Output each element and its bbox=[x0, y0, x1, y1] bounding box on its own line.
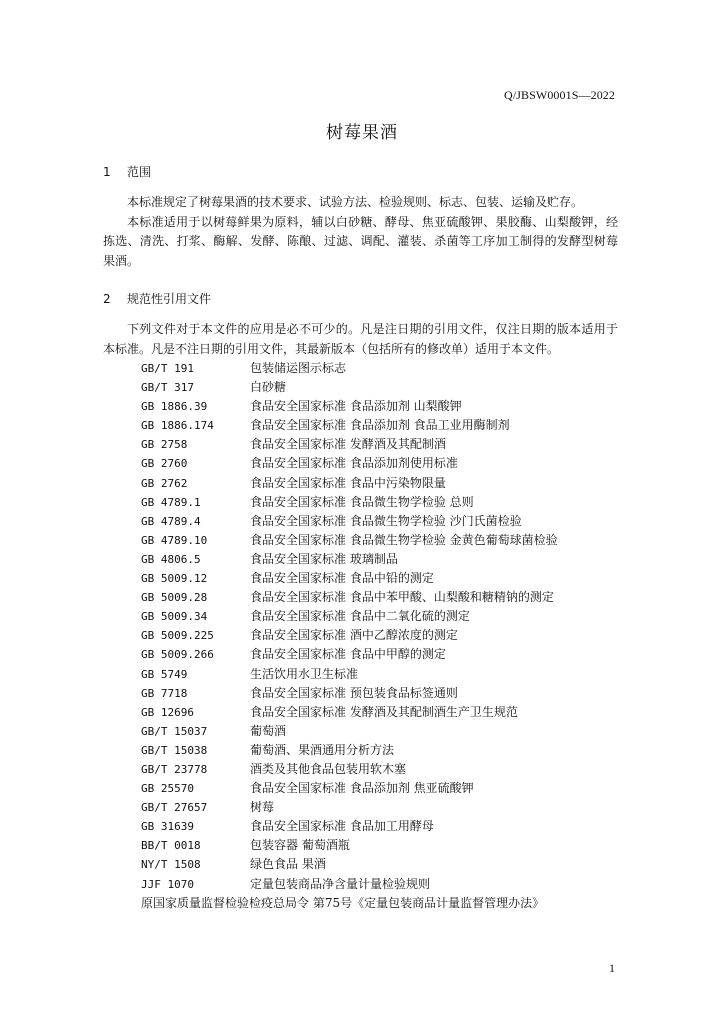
reference-title: 绿色食品 果酒 bbox=[250, 857, 326, 872]
reference-title: 食品安全国家标准 食品中二氧化硫的测定 bbox=[250, 609, 470, 624]
reference-code: GB/T 23778 bbox=[141, 762, 208, 776]
reference-item bbox=[141, 817, 558, 836]
reference-title: 食品安全国家标准 食品中苯甲酸、山梨酸和糖精钠的测定 bbox=[250, 590, 554, 605]
reference-item bbox=[141, 703, 558, 722]
reference-code: GB 4789.4 bbox=[141, 514, 201, 528]
reference-code: BB/T 0018 bbox=[141, 839, 201, 853]
reference-title: 食品安全国家标准 食品添加剂使用标准 bbox=[250, 456, 458, 471]
reference-title: 食品安全国家标准 食品微生物学检验 总则 bbox=[250, 494, 474, 509]
reference-title: 食品安全国家标准 食品添加剂 山梨酸钾 bbox=[250, 399, 462, 414]
reference-code: GB/T 317 bbox=[141, 381, 194, 395]
reference-note: 原国家质量监督检验检疫总局令 第75号《定量包装商品计量监督管理办法》 bbox=[141, 895, 545, 910]
reference-code: GB 1886.39 bbox=[141, 400, 208, 414]
section-heading-scope bbox=[103, 163, 151, 180]
reference-item bbox=[141, 645, 558, 664]
reference-item bbox=[141, 741, 558, 760]
reference-item bbox=[141, 512, 558, 531]
section-body-scope bbox=[103, 193, 618, 271]
reference-item bbox=[141, 626, 558, 645]
reference-item bbox=[141, 359, 558, 378]
reference-title: 酒类及其他食品包装用软木塞 bbox=[250, 761, 407, 776]
reference-title: 食品安全国家标准 食品加工用酵母 bbox=[250, 819, 434, 834]
document-title: 树莓果酒 bbox=[326, 123, 398, 143]
reference-title: 食品安全国家标准 食品微生物学检验 金黄色葡萄球菌检验 bbox=[250, 532, 558, 547]
reference-code: GB 25570 bbox=[141, 782, 194, 796]
reference-code: GB/T 15037 bbox=[141, 724, 208, 738]
reference-title: 食品安全国家标准 食品中污染物限量 bbox=[250, 475, 446, 490]
reference-item bbox=[141, 665, 558, 684]
reference-title: 食品安全国家标准 食品中甲醇的测定 bbox=[250, 647, 446, 662]
reference-code: GB 4789.1 bbox=[141, 495, 201, 509]
reference-item bbox=[141, 531, 558, 550]
reference-code: GB 5749 bbox=[141, 667, 188, 681]
reference-item bbox=[141, 875, 558, 894]
reference-item bbox=[141, 550, 558, 569]
section-title: 规范性引用文件 bbox=[127, 292, 212, 306]
section-number: 1 bbox=[103, 165, 111, 179]
reference-item bbox=[141, 454, 558, 473]
reference-item bbox=[141, 798, 558, 817]
reference-item bbox=[141, 569, 558, 588]
reference-item bbox=[141, 684, 558, 703]
reference-title: 食品安全国家标准 酒中乙醇浓度的测定 bbox=[250, 628, 458, 643]
paragraph: 下列文件对于本文件的应用是必不可少的。凡是注日期的引用文件，仅注日期的版本适用于本标准。凡是不注日期的引用文件，其最新版本（包括所有的修改单）适用于本文件。 bbox=[103, 322, 618, 356]
reference-title: 食品安全国家标准 食品添加剂 焦亚硫酸钾 bbox=[250, 781, 474, 796]
reference-code: GB/T 15038 bbox=[141, 743, 208, 757]
reference-item bbox=[141, 378, 558, 397]
paragraph: 本标准规定了树莓果酒的技术要求、试验方法、检验规则、标志、包装、运输及贮存。 bbox=[127, 195, 584, 209]
reference-code: GB/T 191 bbox=[141, 362, 194, 375]
reference-list bbox=[141, 359, 558, 913]
reference-title: 生活饮用水卫生标准 bbox=[250, 666, 359, 681]
reference-code: GB 12696 bbox=[141, 705, 194, 719]
reference-code: GB 2762 bbox=[141, 476, 188, 490]
section-heading-normative-references bbox=[103, 290, 211, 307]
reference-code: GB 5009.266 bbox=[141, 648, 214, 662]
reference-code: GB 31639 bbox=[141, 820, 194, 834]
reference-title: 树莓 bbox=[250, 800, 275, 815]
reference-item bbox=[141, 760, 558, 779]
reference-item bbox=[141, 779, 558, 798]
reference-title: 食品安全国家标准 食品中铅的测定 bbox=[250, 571, 434, 586]
reference-item bbox=[141, 474, 558, 493]
reference-title: 食品安全国家标准 玻璃制品 bbox=[250, 551, 398, 566]
reference-code: GB 1886.174 bbox=[141, 419, 214, 433]
reference-item bbox=[141, 493, 558, 512]
reference-code: GB 5009.28 bbox=[141, 591, 208, 605]
reference-code: GB 4789.10 bbox=[141, 533, 208, 547]
reference-code: JJF 1070 bbox=[141, 877, 194, 891]
reference-title: 食品安全国家标准 发酵酒及其配制酒生产卫生规范 bbox=[250, 704, 518, 719]
reference-title: 食品安全国家标准 食品添加剂 食品工业用酶制剂 bbox=[250, 418, 510, 433]
reference-item bbox=[141, 722, 558, 741]
reference-title: 定量包装商品净含量计量检验规则 bbox=[250, 876, 431, 891]
reference-code: GB 2760 bbox=[141, 457, 188, 471]
reference-code: GB 5009.12 bbox=[141, 572, 208, 586]
reference-title: 包装储运图示标志 bbox=[250, 361, 347, 375]
reference-code: GB/T 27657 bbox=[141, 801, 208, 815]
reference-title: 包装容器 葡萄酒瓶 bbox=[250, 838, 350, 853]
reference-code: GB 4806.5 bbox=[141, 552, 201, 566]
section-body-normative-references bbox=[103, 320, 618, 359]
reference-title: 葡萄酒、果酒通用分析方法 bbox=[250, 742, 395, 757]
page-number: 1 bbox=[609, 961, 615, 975]
reference-title: 食品安全国家标准 发酵酒及其配制酒 bbox=[250, 437, 446, 452]
reference-item bbox=[141, 855, 558, 874]
reference-code: GB 5009.225 bbox=[141, 629, 214, 643]
reference-title: 葡萄酒 bbox=[250, 723, 287, 738]
reference-item bbox=[141, 836, 558, 855]
reference-item bbox=[141, 588, 558, 607]
section-number: 2 bbox=[103, 292, 111, 306]
document-code: Q/JBSW0001S—2022 bbox=[504, 88, 615, 102]
reference-code: GB 7718 bbox=[141, 686, 188, 700]
reference-item bbox=[141, 435, 558, 454]
reference-item bbox=[141, 607, 558, 626]
section-title: 范围 bbox=[127, 165, 152, 179]
reference-code: NY/T 1508 bbox=[141, 858, 201, 872]
reference-code: GB 2758 bbox=[141, 438, 188, 452]
paragraph: 本标准适用于以树莓鲜果为原料，辅以白砂糖、酵母、焦亚硫酸钾、果胶酶、山梨酸钾，经拣选、清洗、打浆、酶解、发酵、陈酿、过滤、调配、灌装、杀菌等工序加工制得的发酵型树莓果酒。 bbox=[103, 214, 618, 268]
reference-title: 食品安全国家标准 食品微生物学检验 沙门氏菌检验 bbox=[250, 513, 522, 528]
reference-title: 食品安全国家标准 预包装食品标签通则 bbox=[250, 685, 458, 700]
reference-code: GB 5009.34 bbox=[141, 610, 208, 624]
reference-item bbox=[141, 397, 558, 416]
reference-title: 白砂糖 bbox=[250, 380, 287, 395]
reference-item bbox=[141, 416, 558, 435]
